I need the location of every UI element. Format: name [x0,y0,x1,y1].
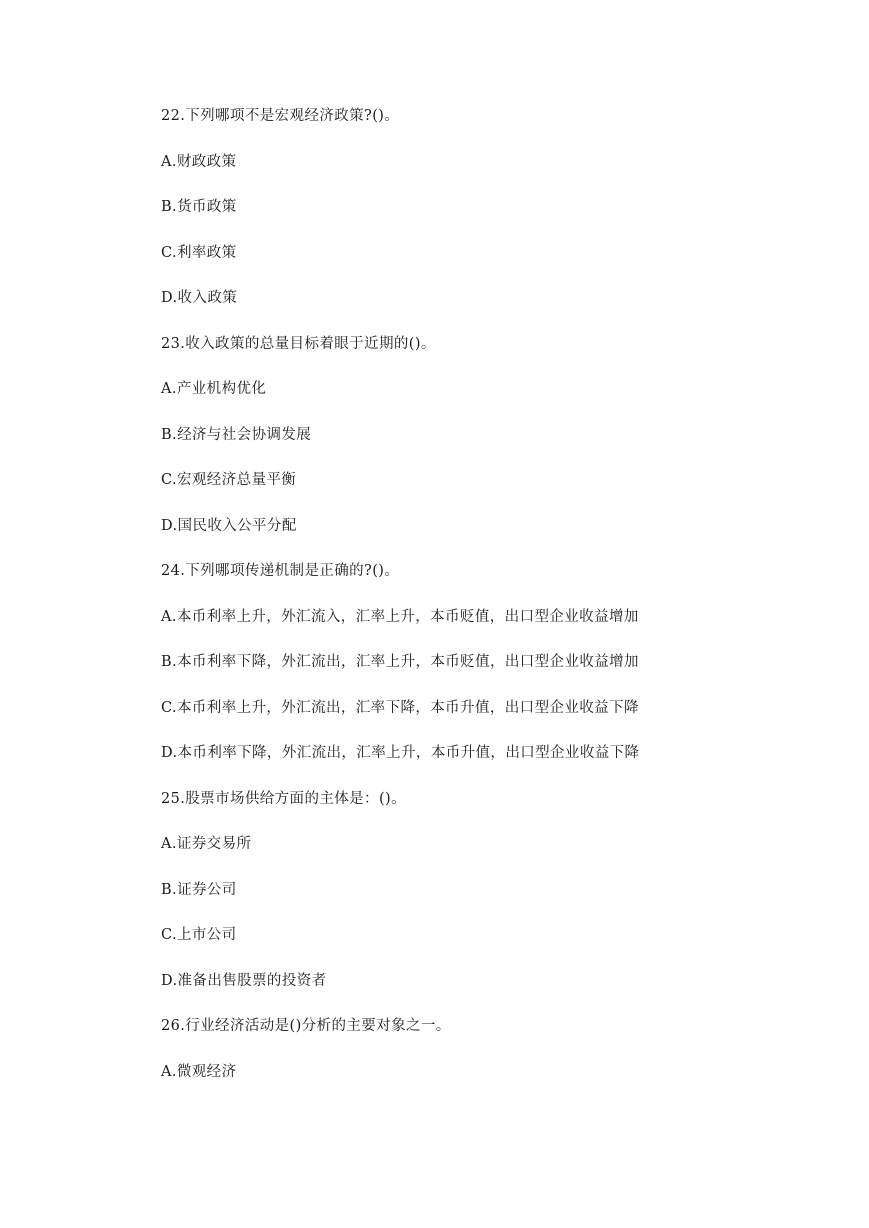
question-22-stem: 22.下列哪项不是宏观经济政策?()。 [161,108,400,124]
question-22-option-a: A.财政政策 [161,153,237,170]
question-24-option-b: B.本币利率下降，外汇流出，汇率上升，本币贬值，出口型企业收益增加 [161,654,639,670]
question-24-option-c: C.本币利率上升，外汇流出，汇率下降，本币升值，出口型企业收益下降 [161,699,639,716]
question-24-stem: 24.下列哪项传递机制是正确的?()。 [161,563,400,579]
question-list [161,104,841,1105]
question-23-option-c: C.宏观经济总量平衡 [161,472,297,488]
question-26-stem: 26.行业经济活动是()分析的主要对象之一。 [161,1018,451,1034]
question-25-stem: 25.股票市场供给方面的主体是：()。 [161,790,406,807]
question-22-option-d: D.收入政策 [161,290,238,306]
question-24-option-d: D.本币利率下降，外汇流出，汇率上升，本币升值，出口型企业收益下降 [161,745,640,761]
question-25-option-c: C.上市公司 [161,927,237,943]
question-24-option-a: A.本币利率上升，外汇流入，汇率上升，本币贬值，出口型企业收益增加 [161,608,639,625]
question-25-option-a: A.证券交易所 [161,836,252,852]
question-23-stem: 23.收入政策的总量目标着眼于近期的()。 [161,335,436,352]
question-23-option-a: A.产业机构优化 [161,381,267,397]
question-25-option-d: D.准备出售股票的投资者 [161,972,327,989]
question-22-option-c: C.利率政策 [161,244,237,261]
question-26-option-a: A.微观经济 [161,1063,237,1080]
question-25-option-b: B.证券公司 [161,881,237,898]
question-23-option-d: D.国民收入公平分配 [161,517,297,534]
question-23-option-b: B.经济与社会协调发展 [161,426,312,443]
question-22-option-b: B.货币政策 [161,199,237,215]
